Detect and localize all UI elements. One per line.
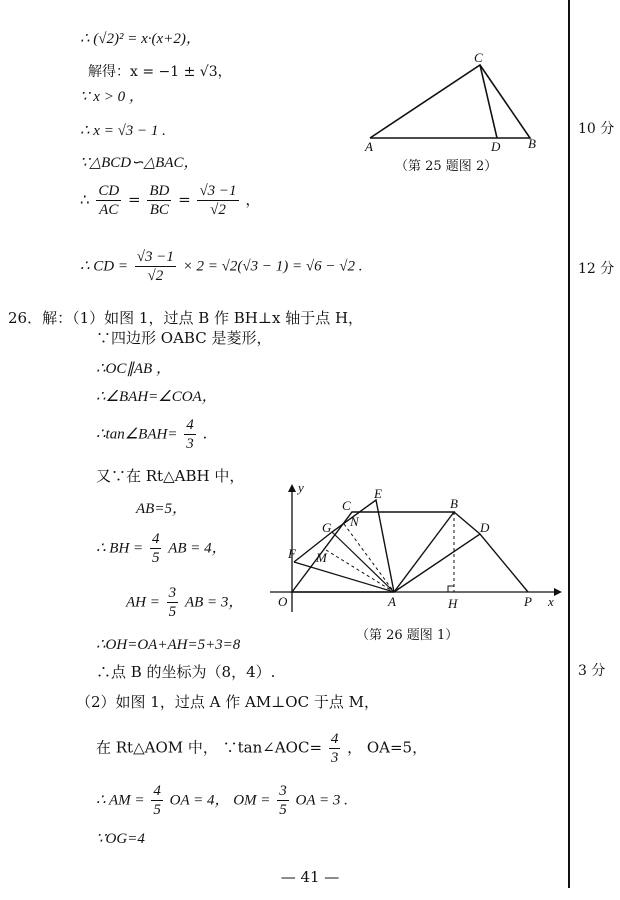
figure-26-rhombus [262, 478, 562, 620]
q26-line-2: ∴OC∥AB ， [96, 361, 171, 377]
eq-line-2: 解得：x = −1 ± √3， [88, 64, 232, 80]
fig26-label-o: O [278, 594, 288, 609]
fig26-label-g: G [322, 520, 332, 535]
fig26-label-h: H [448, 596, 458, 611]
label-b: B [528, 136, 536, 151]
score-10: 10 分 [578, 121, 615, 137]
score-12: 12 分 [578, 261, 615, 277]
y-axis-arrow [288, 484, 296, 492]
page-number: — 41 — [280, 868, 340, 886]
x-axis-arrow [554, 588, 562, 596]
fig26-label-d: D [480, 520, 490, 535]
fig26-label-a: A [388, 594, 396, 609]
q26-line-10: ∴点 B 的坐标为（8，4）. [96, 663, 276, 681]
q26-line-3: ∴∠BAH=∠COA， [96, 389, 217, 405]
segment-bd [454, 512, 480, 534]
eq-line-cd: ∴ CD = $\frac{√3 -1}{√2}$ × 2 = √2(√3 − 1) = √6 − √2 . [80, 249, 363, 284]
fig26-label-x: x [548, 594, 554, 609]
segment-cd [480, 65, 497, 138]
figure-25-caption: （第 25 题图 2） [395, 159, 498, 174]
q26-line-1: ∵四边形 OABC 是菱形， [96, 329, 272, 347]
fig26-label-b: B [450, 496, 458, 511]
fig26-label-f: F [288, 546, 296, 561]
label-a: A [365, 139, 373, 154]
eq-line-1: ∴ (√2)² = x·(x+2)， [80, 31, 201, 47]
eq-line-5: ∵△BCD∽△BAC， [80, 155, 199, 171]
label-c: C [474, 50, 483, 65]
right-angle-h [448, 586, 454, 592]
q26-line-6: AB=5， [136, 501, 187, 517]
right-margin-rule [568, 0, 570, 888]
quad-abdp [394, 534, 528, 592]
q26-heading: 26．解：（1）如图 1，过点 B 作 BH⊥x 轴于点 H， [8, 309, 364, 327]
eq-line-ratio: ∴ $\frac{CD}{AC}$ = $\frac{BD}{BC}$ = $\frac{√3 -1}{√2}$ ， [80, 183, 261, 218]
q26-line-9: ∴OH=OA+AH=5+3=8 [96, 637, 241, 653]
fig26-label-n: N [350, 514, 359, 529]
q26-line-4: ∴tan∠BAH= $\frac{4}{3}$ . [96, 417, 208, 452]
q26-line-8: AH = $\frac{3}{5}$ AB = 3， [126, 585, 244, 620]
q26-part2-line-2: ∴ AM = $\frac{4}{5}$ OA = 4， OM = $\frac{3}{5}$ OA = 3 . [96, 783, 348, 818]
fig26-label-m: M [316, 550, 327, 565]
fig26-label-e: E [374, 486, 382, 501]
fig26-label-p: P [524, 594, 532, 609]
eq-line-3: ∵ x > 0 ， [80, 89, 144, 105]
segment-na-dashed [344, 524, 394, 592]
segment-ma-dashed [326, 550, 394, 592]
q26-part2-line-1: 在 Rt△AOM 中， ∵tan∠AOC= $\frac{4}{3}$ ， OA=5， [96, 731, 428, 766]
q26-line-5: 又∵在 Rt△ABH 中， [96, 467, 245, 485]
q26-part2-heading: （2）如图 1，过点 A 作 AM⊥OC 于点 M， [76, 693, 379, 711]
fig26-label-c: C [342, 498, 351, 513]
q26-line-7: ∴ BH = $\frac{4}{5}$ AB = 4， [96, 531, 227, 566]
figure-26-caption: （第 26 题图 1） [356, 628, 459, 643]
fig26-label-y: y [298, 480, 304, 495]
triangle-abc [370, 65, 530, 138]
q26-part2-line-3: ∵OG=4 [96, 831, 145, 847]
label-d: D [491, 139, 501, 154]
eq-line-4: ∴ x = √3 − 1 . [80, 123, 166, 139]
score-3: 3 分 [578, 663, 606, 679]
